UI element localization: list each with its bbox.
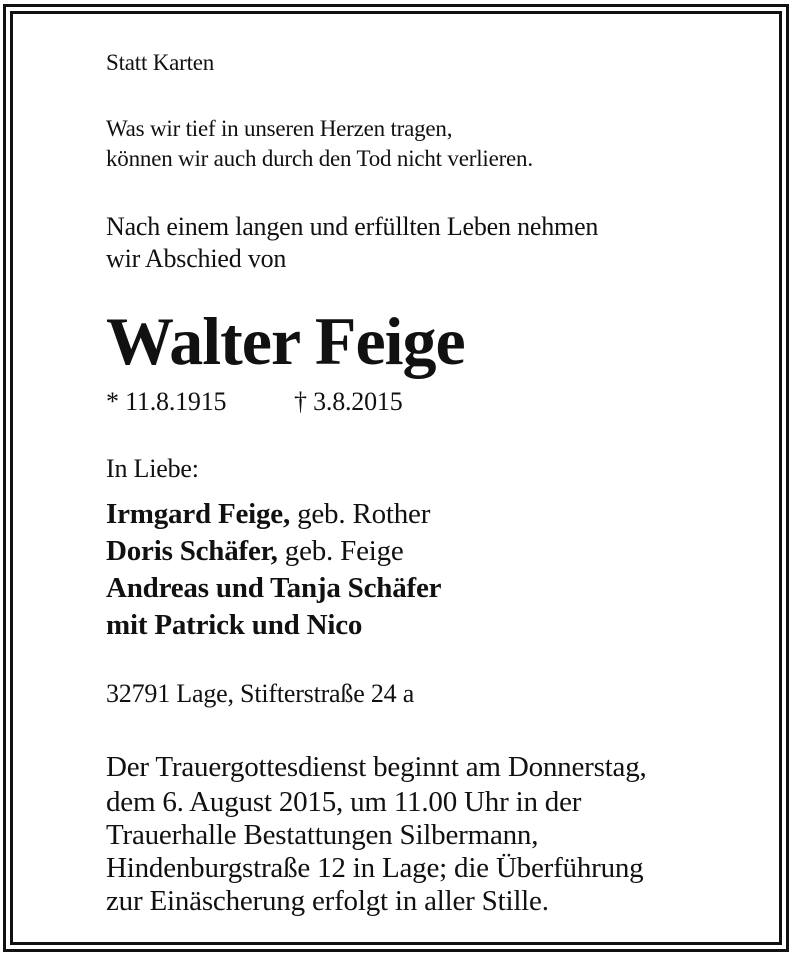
service-line-3: Trauerhalle Bestattungen Silbermann, bbox=[106, 819, 539, 851]
birth-date: * 11.8.1915 bbox=[106, 387, 227, 416]
quote-line-1: Was wir tief in unseren Herzen tragen, bbox=[106, 116, 453, 141]
intro-line-2: wir Abschied von bbox=[106, 244, 287, 273]
service-line-4: Hindenburgstraße 12 in Lage; die Überführung bbox=[106, 852, 644, 884]
service-line-1: Der Trauergottesdienst beginnt am Donnerstag, bbox=[106, 751, 647, 783]
service-line-5: zur Einäscherung erfolgt in aller Stille. bbox=[106, 885, 549, 917]
deceased-name: Walter Feige bbox=[106, 303, 465, 379]
address: 32791 Lage, Stifterstraße 24 a bbox=[106, 679, 415, 708]
mourner-name: mit Patrick und Nico bbox=[106, 609, 363, 641]
death-date: † 3.8.2015 bbox=[294, 387, 403, 416]
quote-line-2: können wir auch durch den Tod nicht verlieren. bbox=[106, 146, 533, 171]
mourner-name: Irmgard Feige, bbox=[106, 498, 291, 530]
mourner-3 bbox=[106, 572, 441, 605]
intro-line-1: Nach einem langen und erfüllten Leben nehmen bbox=[106, 212, 599, 241]
mourner-name: Doris Schäfer, bbox=[106, 535, 278, 567]
mourner-2 bbox=[106, 535, 404, 568]
header-text: Statt Karten bbox=[106, 50, 215, 75]
service-line-2: dem 6. August 2015, um 11.00 Uhr in der bbox=[106, 786, 582, 818]
in-love-label: In Liebe: bbox=[106, 454, 199, 483]
mourner-name: Andreas und Tanja Schäfer bbox=[106, 572, 442, 604]
mourner-note: geb. Feige bbox=[277, 535, 404, 567]
mourner-4 bbox=[106, 609, 362, 642]
mourner-note: geb. Rother bbox=[290, 498, 431, 530]
mourner-1 bbox=[106, 498, 430, 531]
